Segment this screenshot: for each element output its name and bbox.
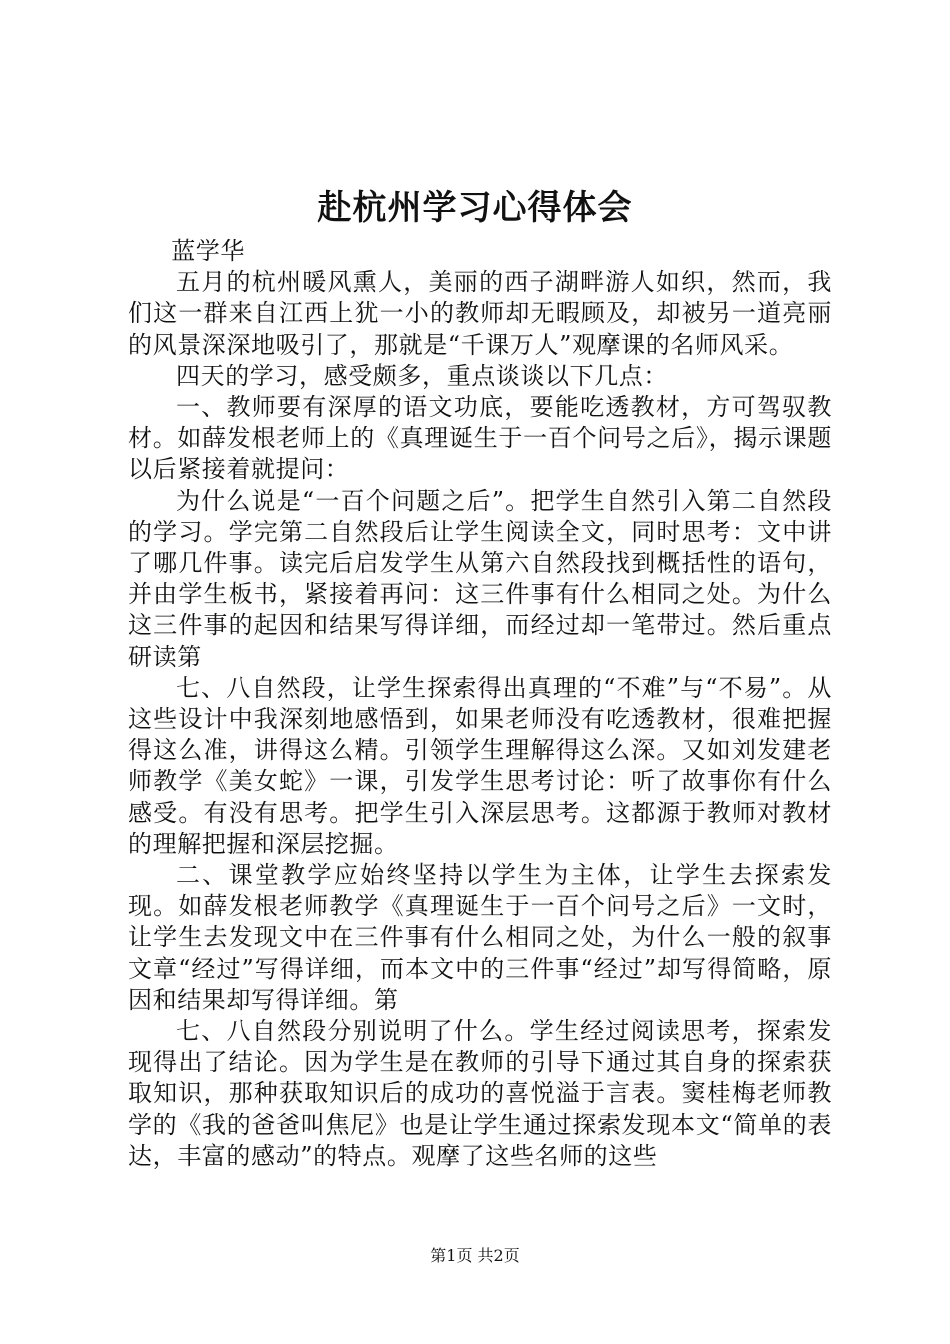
paragraph-1: 五月的杭州暖风熏人，美丽的西子湖畔游人如织，然而，我们这一群来自江西上犹一小的教师却无暇顾及，却被另一道亮丽的风景深深地吸引了，那就是“千课万人”观摩课的名师风采。 <box>128 268 832 359</box>
paragraph-3: 一、教师要有深厚的语文功底，要能吃透教材，方可驾驭教材。如薛发根老师上的《真理诞生于一百个问号之后》，揭示课题以后紧接着就提问： <box>128 393 832 484</box>
page-number-footer: 第1页 共2页 <box>430 1246 520 1265</box>
paragraph-5: 七、八自然段，让学生探索得出真理的“不难”与“不易”。从这些设计中我深刻地感悟到，如果老师没有吃透教材，很难把握得这么准，讲得这么精。引领学生理解得这么深。又如刘发建老师教学《美女蛇》一课，引发学生思考讨论：听了故事你有什么感受。有没有思考。把学生引入深层思考。这都源于教师对教材的理解把握和深层挖掘。 <box>128 673 832 858</box>
author-name: 蓝学华 <box>171 237 245 265</box>
paragraph-2: 四天的学习，感受颇多，重点谈谈以下几点： <box>176 361 668 390</box>
document-body <box>128 236 832 1172</box>
document-title: 赴杭州学习心得体会 <box>317 188 633 228</box>
paragraph-4: 为什么说是“一百个问题之后”。把学生自然引入第二自然段的学习。学完第二自然段后让学生阅读全文，同时思考：文中讲了哪几件事。读完后启发学生从第六自然段找到概括性的语句，并由学生板书，紧接着再问：这三件事有什么相同之处。为什么这三件事的起因和结果写得详细，而经过却一笔带过。然后重点研读第 <box>128 486 832 671</box>
paragraph-6: 二、课堂教学应始终坚持以学生为主体，让学生去探索发现。如薛发根老师教学《真理诞生于一百个问号之后》一文时，让学生去发现文中在三件事有什么相同之处，为什么一般的叙事文章“经过”写得详细，而本文中的三件事“经过”却写得简略，原因和结果却写得详细。第 <box>128 861 832 1014</box>
paragraph-7: 七、八自然段分别说明了什么。学生经过阅读思考，探索发现得出了结论。因为学生是在教师的引导下通过其自身的探索获取知识，那种获取知识后的成功的喜悦溢于言表。窦桂梅老师教学的《我的爸爸叫焦尼》也是让学生通过探索发现本文“简单的表达，丰富的感动”的特点。观摩了这些名师的这些 <box>128 1017 832 1170</box>
